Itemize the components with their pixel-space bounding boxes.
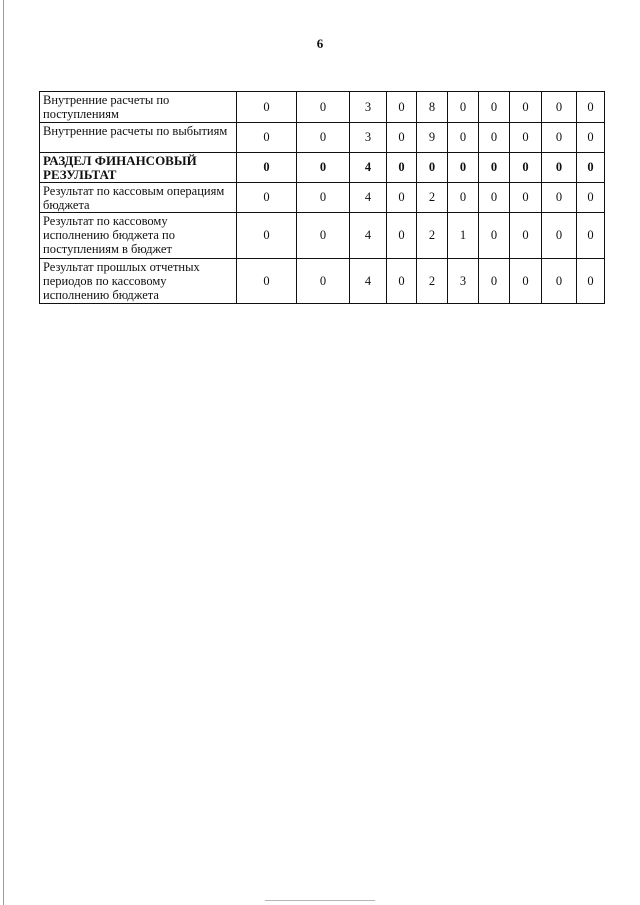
code-digit: 0 xyxy=(237,92,297,123)
code-digit: 0 xyxy=(510,123,542,153)
code-digit: 0 xyxy=(479,213,510,259)
code-digit: 2 xyxy=(417,183,448,213)
code-digit: 1 xyxy=(448,213,479,259)
code-digit: 0 xyxy=(237,153,297,183)
code-digit: 4 xyxy=(350,213,387,259)
code-digit: 2 xyxy=(417,259,448,304)
code-digit: 0 xyxy=(577,153,605,183)
code-digit: 8 xyxy=(417,92,448,123)
row-label: Результат прошлых отчетных периодов по кассовому исполнению бюджета xyxy=(40,259,237,304)
code-digit: 0 xyxy=(542,92,577,123)
table-row xyxy=(40,259,605,304)
code-digit: 0 xyxy=(510,259,542,304)
code-digit: 0 xyxy=(387,153,417,183)
code-digit: 0 xyxy=(577,213,605,259)
code-digit: 0 xyxy=(577,92,605,123)
code-digit: 0 xyxy=(510,92,542,123)
code-digit: 0 xyxy=(577,123,605,153)
account-code-table xyxy=(39,91,605,304)
code-digit: 9 xyxy=(417,123,448,153)
section-header-row xyxy=(40,153,605,183)
code-digit: 0 xyxy=(297,259,350,304)
row-label: Внутренние расчеты по поступлениям xyxy=(40,92,237,123)
code-digit: 0 xyxy=(297,92,350,123)
code-digit: 0 xyxy=(237,183,297,213)
table-row xyxy=(40,183,605,213)
code-digit: 4 xyxy=(350,183,387,213)
table-row xyxy=(40,213,605,259)
code-digit: 2 xyxy=(417,213,448,259)
code-digit: 0 xyxy=(297,213,350,259)
code-digit: 3 xyxy=(448,259,479,304)
code-digit: 0 xyxy=(510,213,542,259)
code-digit: 4 xyxy=(350,259,387,304)
code-digit: 0 xyxy=(542,123,577,153)
code-digit: 0 xyxy=(387,213,417,259)
code-digit: 0 xyxy=(448,92,479,123)
code-digit: 0 xyxy=(387,183,417,213)
row-label: Результат по кассовым операциям бюджета xyxy=(40,183,237,213)
code-digit: 0 xyxy=(387,123,417,153)
code-digit: 0 xyxy=(510,183,542,213)
row-label: Результат по кассовому исполнению бюджета по поступлениям в бюджет xyxy=(40,213,237,259)
code-digit: 0 xyxy=(297,123,350,153)
code-digit: 0 xyxy=(237,123,297,153)
code-digit: 0 xyxy=(237,259,297,304)
table-row xyxy=(40,92,605,123)
row-label: Внутренние расчеты по выбытиям xyxy=(40,123,237,153)
code-digit: 4 xyxy=(350,153,387,183)
code-digit: 0 xyxy=(448,123,479,153)
code-digit: 0 xyxy=(297,183,350,213)
code-digit: 0 xyxy=(542,183,577,213)
code-digit: 0 xyxy=(479,92,510,123)
code-digit: 0 xyxy=(542,259,577,304)
page-number: 6 xyxy=(316,36,324,51)
code-digit: 0 xyxy=(510,153,542,183)
code-digit: 0 xyxy=(237,213,297,259)
code-digit: 0 xyxy=(479,123,510,153)
code-digit: 0 xyxy=(577,259,605,304)
code-digit: 0 xyxy=(448,153,479,183)
section-label: РАЗДЕЛ ФИНАНСОВЫЙ РЕЗУЛЬТАТ xyxy=(40,153,237,183)
code-digit: 0 xyxy=(479,259,510,304)
code-digit: 0 xyxy=(542,153,577,183)
code-digit: 0 xyxy=(297,153,350,183)
code-digit: 3 xyxy=(350,123,387,153)
page-bottom-edge xyxy=(265,900,375,901)
code-digit: 0 xyxy=(387,92,417,123)
code-digit: 0 xyxy=(577,183,605,213)
code-digit: 0 xyxy=(387,259,417,304)
code-digit: 0 xyxy=(479,153,510,183)
page-edge xyxy=(3,0,4,905)
code-digit: 3 xyxy=(350,92,387,123)
code-digit: 0 xyxy=(448,183,479,213)
table-row xyxy=(40,123,605,153)
code-digit: 0 xyxy=(417,153,448,183)
code-digit: 0 xyxy=(542,213,577,259)
table-body xyxy=(40,92,605,304)
code-digit: 0 xyxy=(479,183,510,213)
